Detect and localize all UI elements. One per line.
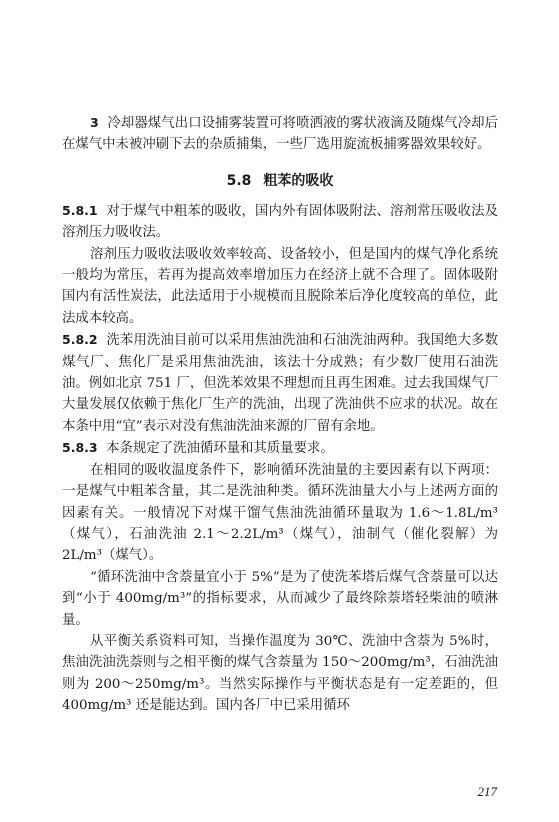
clause-5-8-1-paragraph-2: 溶剂压力吸收法吸收效率较高、设备较小，但是国内的煤气净化系统一般均为常压，若再为提高效率增加压力在经济上就不合理了。固体吸附国内有活性炭法，此法适用于小规模而且脱除苯后净化度较高的单位，此法成本较高。 (62, 246, 498, 326)
intro-paragraph (62, 112, 498, 156)
clause-number: 5.8.2 (62, 332, 98, 348)
clause-text: 本条规定了洗油循环量和其质量要求。 (106, 441, 334, 457)
clause-5-8-2 (62, 329, 498, 437)
clause-number: 5.8.1 (62, 202, 98, 218)
page-body (62, 112, 498, 717)
clause-5-8-3-paragraph-3: “循环洗油中含萘量宜小于 5%”是为了使洗苯塔后煤气含萘量可以达到“小于 400mg/m³”的指标要求，从而减少了最终除萘塔轻柴油的喷淋量。 (62, 569, 498, 628)
section-title: 粗苯的吸收 (263, 172, 334, 189)
clause-text: 对于煤气中粗苯的吸收，国内外有固体吸附法、溶剂常压吸收法及溶剂压力吸收法。 (62, 203, 499, 241)
intro-item-number: 3 (90, 115, 99, 130)
clause-5-8-1 (62, 200, 498, 244)
clause-5-8-3-paragraph-4: 从平衡关系资料可知，当操作温度为 30℃、洗油中含萘为 5%时，焦油洗油洗萘则与之相平衡的煤气含萘量为 150～200mg/m³，石油洗油则为 200～250mg/m³。当然实际操作与平衡状态是有一定差距的，但 400mg/m³ 还是能达到。国内各厂中已采用循环 (62, 633, 498, 714)
clause-number: 5.8.3 (62, 440, 98, 456)
section-number: 5.8 (226, 172, 252, 189)
section-heading (62, 170, 498, 192)
clause-5-8-3-paragraph-2: 在相同的吸收温度条件下，影响循环洗油量的主要因素有以下两项：一是煤气中粗苯含量，其二是洗油种类。循环洗油量大小与上述两方面的因素有关。一般情况下对煤干馏气焦油洗油循环量取为 1.6～1.8L/m³（煤气），石油洗油 2.1～2.2L/m³（煤气），油制气（催化裂解）为 2L/m³（煤气）。 (62, 462, 498, 564)
clause-text: 洗苯用洗油目前可以采用焦油洗油和石油洗油两种。我国绝大多数煤气厂、焦化厂是采用焦油洗油，该法十分成熟；有少数厂使用石油洗油。例如北京 751 厂，但洗苯效果不理想而且再生困难。过去我国煤气厂大量发展仅依赖于焦化厂生产的洗油，出现了洗油供不应求的状况。故在本条中用“宜”表示对没有焦油洗油来源的厂留有余地。 (62, 333, 499, 434)
intro-text: 冷却器煤气出口设捕雾装置可将喷洒液的雾状液滴及随煤气冷却后在煤气中未被冲刷下去的杂质捕集，一些厂选用旋流板捕雾器效果较好。 (62, 116, 499, 153)
page-number: 217 (477, 784, 497, 799)
clause-5-8-3 (62, 437, 498, 459)
